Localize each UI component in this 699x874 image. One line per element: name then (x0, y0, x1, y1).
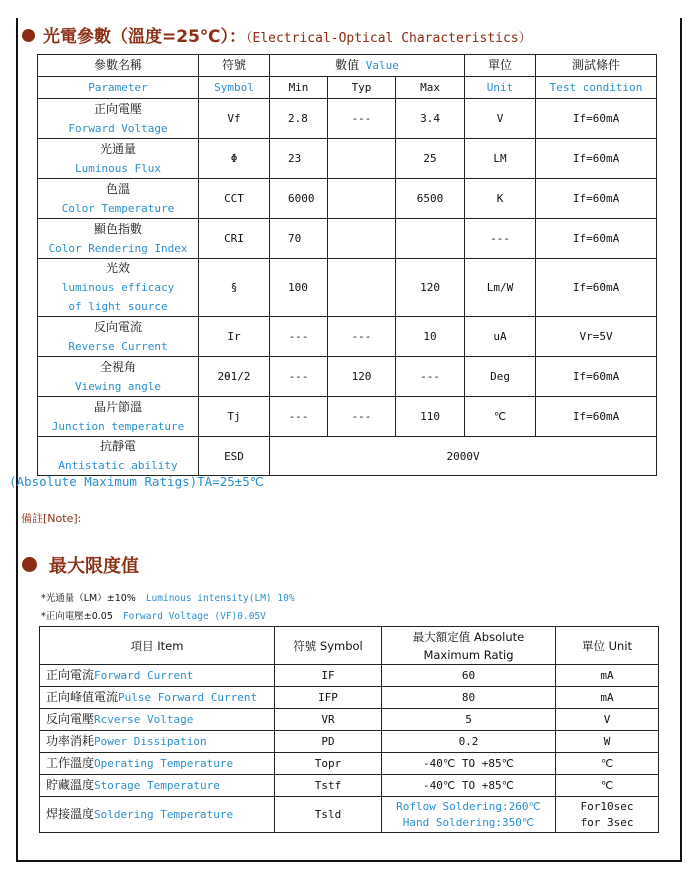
esd-value-cell: 2000V (270, 437, 657, 476)
max-cell: 3.4 (396, 99, 465, 139)
item-cell (40, 731, 275, 753)
rating-cell: 60 (382, 665, 556, 687)
param-cn: 抗靜電 (99, 439, 136, 453)
typ-cell (328, 179, 396, 219)
typ-cell (328, 219, 396, 259)
item-cn: 反向電壓 (46, 712, 95, 726)
symbol-cell: PD (275, 731, 382, 753)
section-title-max-ratings (22, 552, 139, 578)
unit-line2: for 3sec (580, 815, 634, 829)
typ-cell (328, 259, 396, 317)
param-en: Viewing angle (74, 379, 162, 393)
cond-cell: Vr=5V (536, 317, 657, 357)
unit-cell: LM (465, 139, 536, 179)
table-row (40, 797, 659, 833)
table-row (40, 731, 659, 753)
rating-line1: Roflow Soldering:260℃ (396, 799, 541, 813)
item-cn: 貯藏溫度 (46, 778, 95, 792)
table-row (40, 709, 659, 731)
cond-cell: If=60mA (536, 357, 657, 397)
unit-cell: Deg (465, 357, 536, 397)
max-cell: 25 (396, 139, 465, 179)
min-cell: --- (270, 397, 328, 437)
item-cn: 工作溫度 (46, 756, 95, 770)
min-cell: 23 (270, 139, 328, 179)
header-symbol-cn: 符號 (199, 55, 270, 77)
rating-cell (382, 797, 556, 833)
item-en: Forward Current (94, 669, 194, 682)
item-en: Storage Temperature (94, 779, 220, 792)
cond-cell: If=60mA (536, 219, 657, 259)
unit-cell: uA (465, 317, 536, 357)
cond-cell: If=60mA (536, 179, 657, 219)
item-cell (40, 797, 275, 833)
section2-title-text: 最大限度值 (49, 556, 139, 577)
header-rating-line2: Maximum Ratig (423, 647, 514, 662)
header-value-en: Value (365, 59, 399, 72)
absolute-max-ratings-table (39, 626, 659, 833)
symbol-cell: IFP (275, 687, 382, 709)
item-en: Soldering Temperature (94, 808, 234, 821)
param-en: Antistatic ability (58, 459, 178, 472)
rating-cell: -40℃ TO +85℃ (382, 775, 556, 797)
typ-cell: --- (328, 99, 396, 139)
unit-cell: W (556, 731, 659, 753)
item-cell (40, 709, 275, 731)
item-cn: 正向峰值電流 (46, 690, 119, 704)
header-unit-en: Unit (465, 77, 536, 99)
header-min: Min (270, 77, 328, 99)
item-en: Power Dissipation (94, 735, 207, 748)
section-title-en: （Electrical-Optical Characteristics） (246, 31, 532, 46)
rating-line2: Hand Soldering:350℃ (402, 815, 535, 829)
tolerance-luminous (41, 590, 295, 604)
header-unit-cn: 單位 (465, 55, 536, 77)
unit-line1: For10sec (580, 799, 634, 813)
min-cell: 2.8 (270, 99, 328, 139)
absolute-max-ratings-line: (Absolute Maximum Ratigs)TA=25±5℃ (9, 474, 264, 489)
symbol-cell: Tsld (275, 797, 382, 833)
symbol-cell: Φ (199, 139, 270, 179)
min-cell: 100 (270, 259, 328, 317)
unit-cell: ℃ (556, 775, 659, 797)
table-row (38, 179, 657, 219)
unit-cell: ℃ (465, 397, 536, 437)
max-cell: 120 (396, 259, 465, 317)
typ-cell: 120 (328, 357, 396, 397)
header-typ: Typ (328, 77, 396, 99)
param-cell (38, 179, 199, 219)
header-symbol: 符號 Symbol (275, 627, 382, 665)
item-cell (40, 753, 275, 775)
max-cell: 110 (396, 397, 465, 437)
cond-cell: If=60mA (536, 397, 657, 437)
param-cell (38, 139, 199, 179)
tolerance-voltage-cn: *正向電壓±0.05 (41, 611, 113, 622)
header-symbol-en: Symbol (199, 77, 270, 99)
bullet-icon (22, 29, 35, 42)
param-cell (38, 397, 199, 437)
symbol-cell: Tstf (275, 775, 382, 797)
param-cn: 光通量 (99, 141, 136, 156)
header-item: 項目 Item (40, 627, 275, 665)
symbol-cell: VR (275, 709, 382, 731)
header-rating (382, 627, 556, 665)
unit-cell: --- (465, 219, 536, 259)
param-cell (38, 259, 199, 317)
min-cell: --- (270, 317, 328, 357)
symbol-cell: CCT (199, 179, 270, 219)
unit-cell: Lm/W (465, 259, 536, 317)
unit-cell: V (465, 99, 536, 139)
table-row (38, 397, 657, 437)
param-en: luminous efficacy (61, 281, 175, 294)
min-cell: 6000 (270, 179, 328, 219)
tolerance-voltage-en: Forward Voltage (VF)0.05V (122, 611, 266, 622)
param-en-line2: of light source (68, 300, 168, 313)
item-cn: 焊接溫度 (46, 807, 95, 821)
typ-cell: --- (328, 397, 396, 437)
param-cn: 正向電壓 (93, 101, 142, 116)
param-cell (38, 317, 199, 357)
table-row (40, 687, 659, 709)
max-cell (396, 219, 465, 259)
item-cell (40, 775, 275, 797)
rating-cell: 0.2 (382, 731, 556, 753)
param-cn: 色溫 (105, 181, 130, 196)
header-unit: 單位 Unit (556, 627, 659, 665)
table-row (40, 775, 659, 797)
param-cn: 光效 (105, 261, 130, 275)
table-row (38, 259, 657, 317)
param-cn: 全視角 (99, 359, 136, 374)
item-cn: 功率消耗 (46, 734, 95, 748)
typ-cell (328, 139, 396, 179)
header-value-cn: 數值 (335, 58, 360, 72)
cond-cell: If=60mA (536, 259, 657, 317)
symbol-cell: ESD (199, 437, 270, 476)
section-title-electrical-optical (22, 22, 532, 47)
param-en: Luminous Flux (74, 161, 162, 175)
unit-cell: mA (556, 687, 659, 709)
symbol-cell: Topr (275, 753, 382, 775)
table-row (38, 139, 657, 179)
tolerance-voltage (41, 608, 266, 622)
rating-cell: 80 (382, 687, 556, 709)
param-cell (38, 437, 199, 476)
item-en: Pulse Forward Current (118, 691, 258, 704)
param-en: Color Rendering Index (48, 241, 188, 255)
symbol-cell: 2θ1/2 (199, 357, 270, 397)
item-cell (40, 687, 275, 709)
unit-cell: K (465, 179, 536, 219)
param-cn: 晶片節溫 (93, 399, 142, 414)
param-en: Color Temperature (61, 201, 175, 215)
param-cn: 反向電流 (93, 319, 142, 334)
cond-cell: If=60mA (536, 139, 657, 179)
symbol-cell: CRI (199, 219, 270, 259)
param-en: Forward Voltage (68, 121, 168, 135)
unit-cell: V (556, 709, 659, 731)
max-cell: 6500 (396, 179, 465, 219)
bullet-icon (22, 557, 37, 572)
header-cond-en: Test condition (536, 77, 657, 99)
header-param-en: Parameter (38, 77, 199, 99)
param-en: Junction temperature (51, 419, 185, 433)
symbol-cell: Ir (199, 317, 270, 357)
electrical-optical-table (37, 54, 657, 476)
header-param-cn: 參數名稱 (38, 55, 199, 77)
symbol-cell: Tj (199, 397, 270, 437)
max-cell: --- (396, 357, 465, 397)
table-row (38, 437, 657, 476)
header-value (270, 55, 465, 77)
cond-cell: If=60mA (536, 99, 657, 139)
header-cond-cn: 測試條件 (536, 55, 657, 77)
param-cell (38, 357, 199, 397)
table-row (38, 219, 657, 259)
unit-cell (556, 797, 659, 833)
item-en: Operating Temperature (94, 757, 234, 770)
max-cell: 10 (396, 317, 465, 357)
rating-cell: -40℃ TO +85℃ (382, 753, 556, 775)
item-en: Rcverse Voltage (94, 713, 194, 726)
symbol-cell: IF (275, 665, 382, 687)
section-title-cn: 光電參數（溫度=25℃）： (43, 27, 246, 47)
param-en: Reverse Current (68, 339, 168, 353)
note-label: 備註[Note]: (21, 512, 82, 525)
tolerance-luminous-en: Luminous intensity(LM) 10% (145, 593, 295, 604)
symbol-cell: § (199, 259, 270, 317)
symbol-cell: Vf (199, 99, 270, 139)
typ-cell: --- (328, 317, 396, 357)
param-cell (38, 219, 199, 259)
header-rating-line1: 最大額定值 Absolute (412, 629, 525, 644)
unit-cell: ℃ (556, 753, 659, 775)
tolerance-luminous-cn: *光通量（LM）±10% (41, 593, 136, 604)
param-cn: 顯色指數 (93, 221, 142, 236)
table-row (38, 317, 657, 357)
unit-cell: mA (556, 665, 659, 687)
item-cn: 正向電流 (46, 668, 95, 682)
table-row (40, 753, 659, 775)
rating-cell: 5 (382, 709, 556, 731)
table-row (40, 665, 659, 687)
item-cell (40, 665, 275, 687)
min-cell: 70 (270, 219, 328, 259)
table-row (38, 357, 657, 397)
header-max: Max (396, 77, 465, 99)
table-row (38, 99, 657, 139)
min-cell: --- (270, 357, 328, 397)
param-cell (38, 99, 199, 139)
